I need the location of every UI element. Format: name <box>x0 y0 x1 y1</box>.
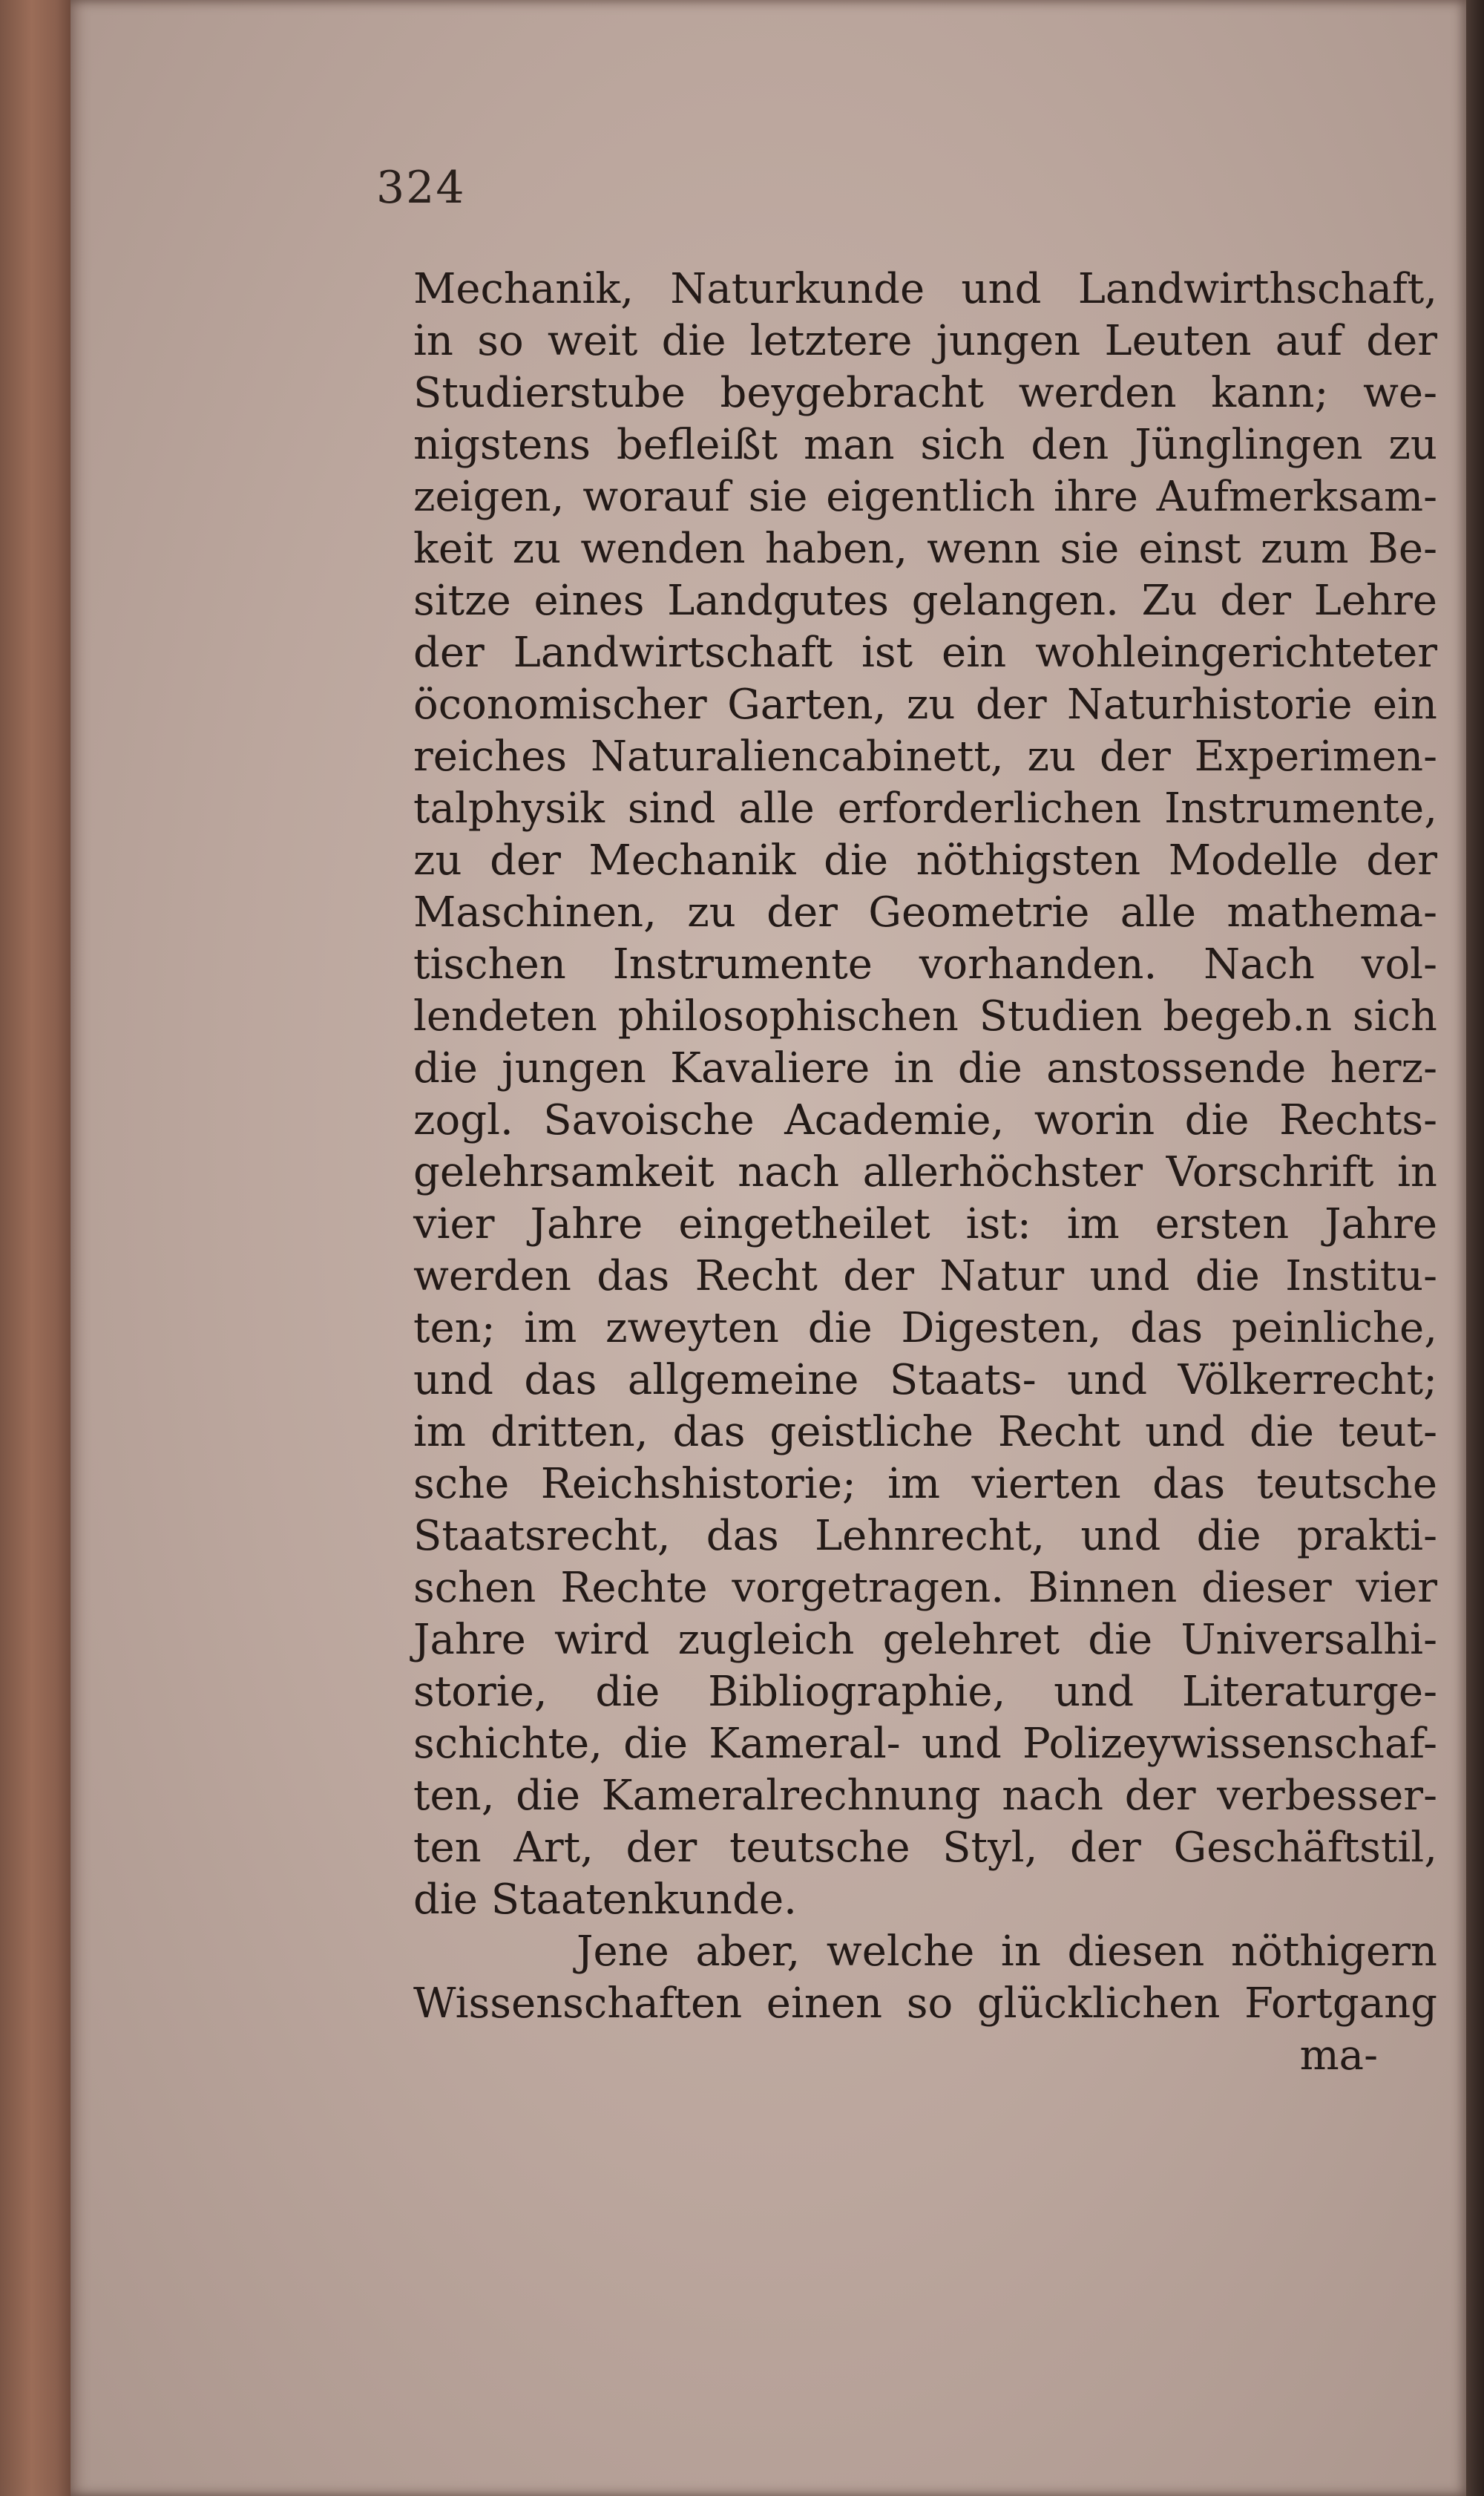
text-line: werden das Recht der Natur und die Institu- <box>413 1252 1437 1300</box>
text-line: Maschinen, zu der Geometrie alle mathema- <box>413 888 1437 937</box>
text-line: reiches Naturaliencabinett, zu der Experimen- <box>413 733 1437 781</box>
text-line: talphysik sind alle erforderlichen Instrumente, <box>413 784 1437 833</box>
text-line: in so weit die letztere jungen Leuten auf der <box>413 317 1437 365</box>
text-line: öconomischer Garten, zu der Naturhistorie ein <box>413 681 1437 729</box>
text-line: ten, die Kameralrechnung nach der verbesser- <box>413 1772 1437 1820</box>
text-line: tischen Instrumente vorhanden. Nach vol- <box>413 940 1437 989</box>
text-line: Studierstube beygebracht werden kann; we- <box>413 369 1437 417</box>
text-line: gelehrsamkeit nach allerhöchster Vorschrift in <box>413 1148 1437 1196</box>
text-line: ten Art, der teutsche Styl, der Geschäftstil, <box>413 1824 1437 1872</box>
text-line: Mechanik, Naturkunde und Landwirthschaft, <box>413 265 1437 313</box>
page-number: 324 <box>376 162 466 214</box>
text-line: zogl. Savoische Academie, worin die Rechts- <box>413 1096 1437 1144</box>
catchword: ma- <box>1299 2031 1378 2080</box>
paragraph-end-line: die Staatenkunde. <box>413 1876 797 1924</box>
text-line: Wissenschaften einen so glücklichen Fortgang <box>413 1979 1437 2028</box>
text-line: nigstens befleißt man sich den Jünglingen zu <box>413 421 1437 469</box>
text-line: und das allgemeine Staats- und Völkerrecht; <box>413 1356 1437 1404</box>
text-line: schichte, die Kameral- und Polizeywissenschaf- <box>413 1720 1437 1768</box>
text-line: schen Rechte vorgetragen. Binnen dieser vier <box>413 1564 1437 1612</box>
text-line: vier Jahre eingetheilet ist: im ersten Jahre <box>413 1200 1437 1248</box>
text-line: Staatsrecht, das Lehnrecht, und die prakti- <box>413 1512 1437 1560</box>
text-line: storie, die Bibliographie, und Literaturge- <box>413 1668 1437 1716</box>
text-line: Jahre wird zugleich gelehret die Universalhi- <box>413 1616 1437 1664</box>
book-page <box>70 0 1466 2496</box>
body-text <box>413 263 1437 2082</box>
text-line: zu der Mechanik die nöthigsten Modelle der <box>413 836 1437 885</box>
paragraph-start-line: Jene aber, welche in diesen nöthigern <box>577 1927 1437 1976</box>
book-spine-edge <box>0 0 70 2496</box>
text-line: der Landwirtschaft ist ein wohleingerichteter <box>413 629 1437 677</box>
text-line: im dritten, das geistliche Recht und die teut- <box>413 1408 1437 1456</box>
text-line: die jungen Kavaliere in die anstossende herz- <box>413 1044 1437 1093</box>
text-line: sitze eines Landgutes gelangen. Zu der Lehre <box>413 577 1437 625</box>
text-line: zeigen, worauf sie eigentlich ihre Aufmerksam- <box>413 473 1437 521</box>
text-line: lendeten philosophischen Studien begeb.n sich <box>413 992 1437 1041</box>
page-right-shadow <box>1466 0 1484 2496</box>
text-line: sche Reichshistorie; im vierten das teutsche <box>413 1460 1437 1508</box>
text-line: ten; im zweyten die Digesten, das peinliche, <box>413 1304 1437 1352</box>
text-line: keit zu wenden haben, wenn sie einst zum Be- <box>413 525 1437 573</box>
